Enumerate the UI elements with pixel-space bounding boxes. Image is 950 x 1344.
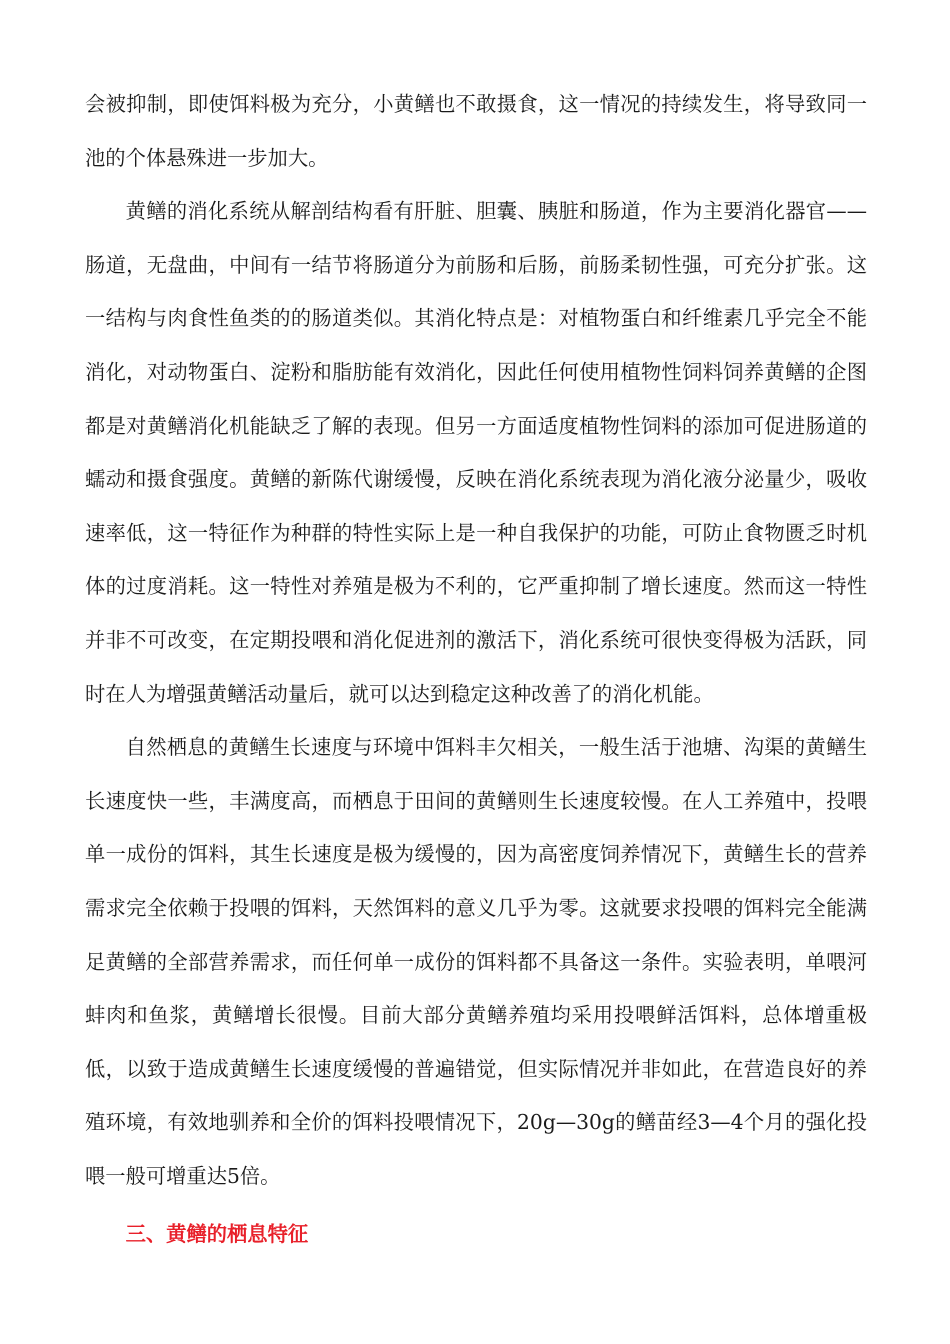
document-body [85,78,867,1262]
paragraph-continuation: 会被抑制，即使饵料极为充分，小黄鳝也不敢摄食，这一情况的持续发生，将导致同一池的个体悬殊进一步加大。 [85,92,867,170]
paragraph-growth-rate: 自然栖息的黄鳝生长速度与环境中饵料丰欠相关，一般生活于池塘、沟渠的黄鳝生长速度快一些，丰满度高，而栖息于田间的黄鳝则生长速度较慢。在人工养殖中，投喂单一成份的饵料，其生长速度是极为缓慢的，因为高密度饲养情况下，黄鳝生长的营养需求完全依赖于投喂的饵料，天然饵料的意义几乎为零。这就要求投喂的饵料完全能满足黄鳝的全部营养需求，而任何单一成份的饵料都不具备这一条件。实验表明，单喂河蚌肉和鱼浆，黄鳝增长很慢。目前大部分黄鳝养殖均采用投喂鲜活饵料，总体增重极低，以致于造成黄鳝生长速度缓慢的普遍错觉，但实际情况并非如此，在营造良好的养殖环境，有效地驯养和全价的饵料投喂情况下，20g—30g的鳝苗经3—4个月的强化投喂一般可增重达5倍。 [85,735,867,1188]
section-heading: 三、黄鳝的栖息特征 [125,1222,309,1247]
paragraph-digestive-system: 黄鳝的消化系统从解剖结构看有肝脏、胆囊、胰脏和肠道，作为主要消化器官——肠道，无盘曲，中间有一结节将肠道分为前肠和后肠，前肠柔韧性强，可充分扩张。这一结构与肉食性鱼类的的肠道类似。其消化特点是：对植物蛋白和纤维素几乎完全不能消化，对动物蛋白、淀粉和脂肪能有效消化，因此任何使用植物性饲料饲养黄鳝的企图都是对黄鳝消化机能缺乏了解的表现。但另一方面适度植物性饲料的添加可促进肠道的蠕动和摄食强度。黄鳝的新陈代谢缓慢，反映在消化系统表现为消化液分泌量少，吸收速率低，这一特征作为种群的特性实际上是一种自我保护的功能，可防止食物匮乏时机体的过度消耗。这一特性对养殖是极为不利的，它严重抑制了增长速度。然而这一特性并非不可改变，在定期投喂和消化促进剂的激活下，消化系统可很快变得极为活跃，同时在人为增强黄鳝活动量后，就可以达到稳定这种改善了的消化机能。 [85,199,867,706]
